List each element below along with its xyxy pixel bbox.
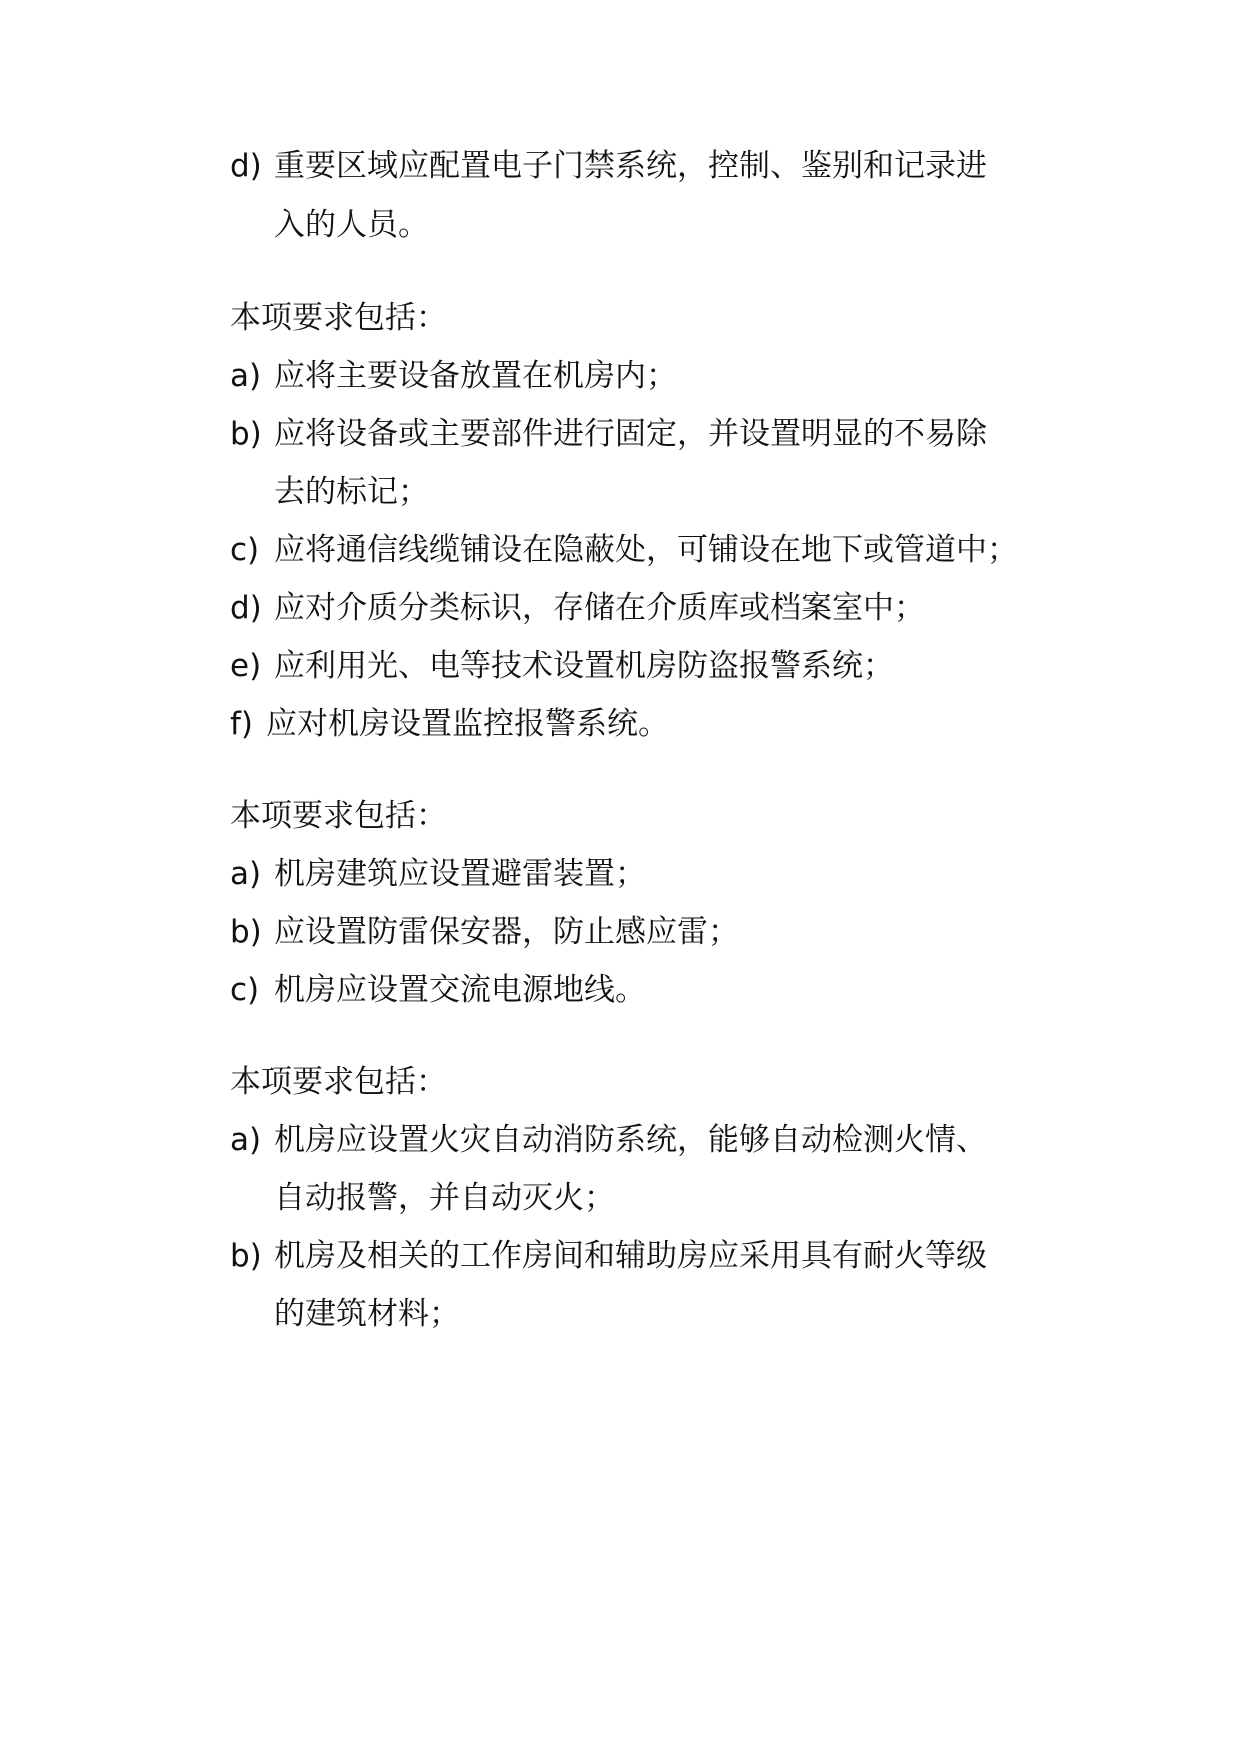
- list-item-continuation: 去的标记；: [274, 474, 429, 510]
- list-item: [230, 414, 987, 454]
- list-marker: b): [230, 1238, 262, 1274]
- list-item-continuation: 的建筑材料；: [274, 1296, 460, 1332]
- list-marker: e): [230, 648, 262, 684]
- list-item-text: 应将主要设备放置在机房内；: [274, 358, 677, 394]
- list-item-text: 应对介质分类标识，存储在介质库或档案室中；: [274, 590, 925, 626]
- list-marker: c): [230, 972, 260, 1008]
- list-item-text: 机房建筑应设置避雷装置；: [274, 856, 646, 892]
- list-item-text: 应对机房设置监控报警系统。: [266, 706, 669, 742]
- list-item: [230, 1120, 987, 1160]
- list-item-access-control: [230, 146, 987, 186]
- list-item: [230, 704, 669, 744]
- list-item-text: 机房应设置交流电源地线。: [274, 972, 646, 1008]
- list-item: [230, 530, 1018, 570]
- list-item: [230, 970, 646, 1010]
- list-marker: d): [230, 590, 262, 626]
- list-marker: c): [230, 532, 260, 568]
- list-marker: b): [230, 416, 262, 452]
- section-intro: 本项要求包括：: [230, 1064, 447, 1100]
- list-item-continuation: 自动报警，并自动灭火；: [274, 1180, 615, 1216]
- list-item: [230, 356, 677, 396]
- list-marker: a): [230, 358, 262, 394]
- list-item-text: 重要区域应配置电子门禁系统，控制、鉴别和记录进: [274, 148, 987, 184]
- list-item-text: 应设置防雷保安器，防止感应雷；: [274, 914, 739, 950]
- section-intro: 本项要求包括：: [230, 300, 447, 336]
- list-item-text: 机房应设置火灾自动消防系统，能够自动检测火情、: [274, 1122, 987, 1158]
- list-item-continuation: 入的人员。: [274, 207, 429, 243]
- list-item: [230, 1236, 987, 1276]
- list-item-text: 应利用光、电等技术设置机房防盗报警系统；: [274, 648, 894, 684]
- list-item-text: 应将设备或主要部件进行固定，并设置明显的不易除: [274, 416, 987, 452]
- section-intro: 本项要求包括：: [230, 798, 447, 834]
- list-item: [230, 854, 646, 894]
- list-item: [230, 912, 739, 952]
- list-item-text: 机房及相关的工作房间和辅助房应采用具有耐火等级: [274, 1238, 987, 1274]
- list-item-text: 应将通信线缆铺设在隐蔽处，可铺设在地下或管道中；: [274, 532, 1018, 568]
- list-marker: f): [230, 706, 254, 742]
- list-marker: a): [230, 1122, 262, 1158]
- list-item: [230, 646, 894, 686]
- list-item: [230, 588, 925, 628]
- list-marker: a): [230, 856, 262, 892]
- list-marker: d): [230, 148, 262, 184]
- list-marker: b): [230, 914, 262, 950]
